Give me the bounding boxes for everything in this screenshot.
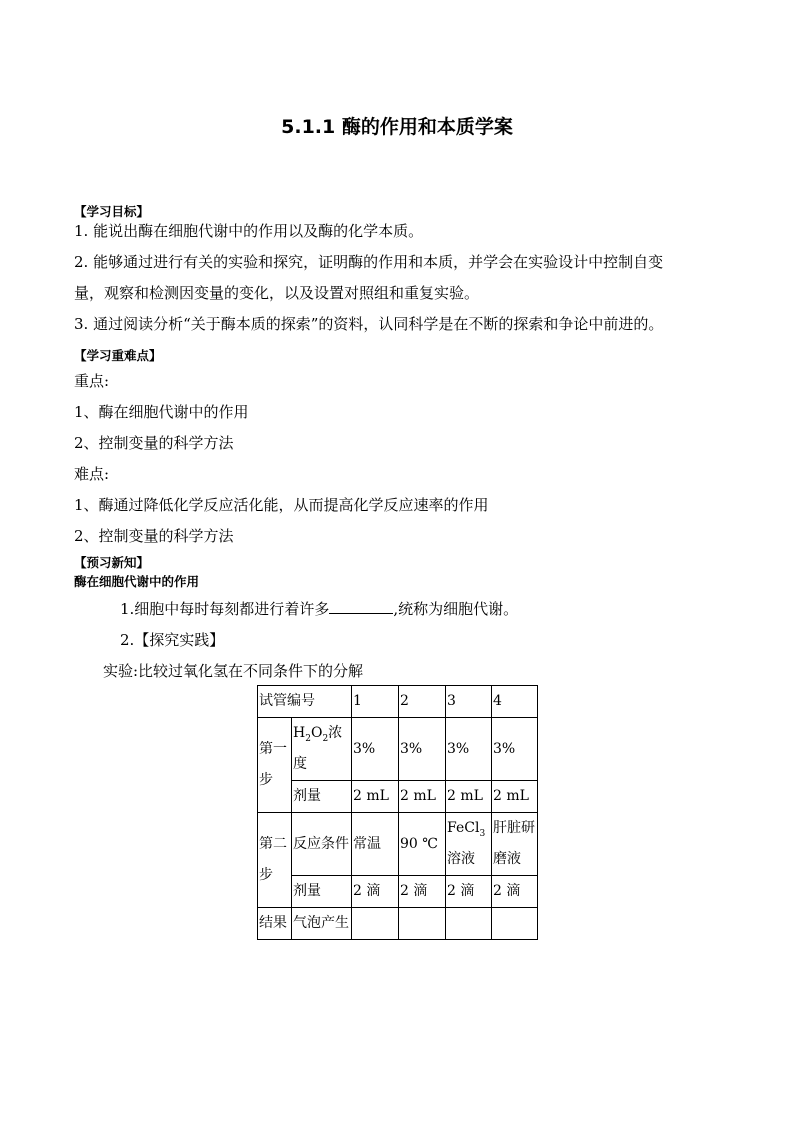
table-cell: 2 mL	[492, 781, 538, 813]
table-cell: 2 滴	[492, 876, 538, 908]
table-cell: 2 滴	[352, 876, 399, 908]
table-cell: 1	[352, 686, 399, 718]
table-cell-empty[interactable]	[352, 908, 399, 940]
table-cell: 2 滴	[399, 876, 446, 908]
table-cell: 90 ℃	[399, 813, 446, 876]
table-row	[258, 781, 538, 813]
table-cell: 3	[446, 686, 492, 718]
goal-item-1: 1. 能说出酶在细胞代谢中的作用以及酶的化学本质。	[74, 222, 424, 240]
table-cell-empty[interactable]	[399, 908, 446, 940]
table-row	[258, 908, 538, 940]
liver-cell: 肝脏研磨液	[492, 813, 538, 876]
goal-item-3: 3. 通过阅读分析“关于酶本质的探索”的资料，认同科学是在不断的探索和争论中前进的。	[74, 315, 664, 333]
preview-heading: 【预习新知】	[74, 555, 150, 570]
question-1-tail: ,统称为细胞代谢。	[393, 600, 519, 618]
table-cell: 3%	[352, 718, 399, 781]
table-row	[258, 686, 538, 718]
hard-points-label: 难点:	[74, 465, 110, 483]
table-row	[258, 876, 538, 908]
step2-cell: 第二步	[258, 813, 292, 908]
key-point-1: 1、酶在细胞代谢中的作用	[74, 403, 249, 421]
dose-label: 剂量	[292, 781, 352, 813]
table-cell: 常温	[352, 813, 399, 876]
table-cell: 3%	[399, 718, 446, 781]
page-title: 5.1.1 酶的作用和本质学案	[281, 116, 513, 138]
table-cell: 2 mL	[352, 781, 399, 813]
step1-cell: 第一步	[258, 718, 292, 813]
bubble-label: 气泡产生	[292, 908, 352, 940]
key-points-label: 重点:	[74, 372, 110, 390]
table-row	[258, 813, 538, 876]
question-1	[120, 598, 518, 619]
table-cell-header: 试管编号	[258, 686, 352, 718]
table-cell: 2 mL	[446, 781, 492, 813]
fill-blank[interactable]	[329, 599, 393, 614]
hard-point-2: 2、控制变量的科学方法	[74, 527, 234, 545]
key-point-2: 2、控制变量的科学方法	[74, 434, 234, 452]
goal-item-2-cont: 量，观察和检测因变量的变化，以及设置对照组和重复实验。	[74, 284, 480, 302]
table-cell: 2 mL	[399, 781, 446, 813]
experiment-title: 实验:比较过氧化氢在不同条件下的分解	[103, 662, 364, 680]
goals-heading: 【学习目标】	[74, 204, 150, 219]
table-cell: 3%	[492, 718, 538, 781]
dose-label: 剂量	[292, 876, 352, 908]
table-row	[258, 718, 538, 781]
question-1-text: 1.细胞中每时每刻都进行着许多	[120, 600, 330, 618]
h2o2-conc-label: $H_2O_2$浓度	[292, 718, 352, 781]
table-cell: 3%	[446, 718, 492, 781]
hard-point-1: 1、酶通过降低化学反应活化能，从而提高化学反应速率的作用	[74, 496, 489, 514]
condition-label: 反应条件	[292, 813, 352, 876]
result-cell: 结果	[258, 908, 292, 940]
table-cell-empty[interactable]	[446, 908, 492, 940]
table-cell: 2	[399, 686, 446, 718]
fecl3-cell: FeCl$_3$溶液	[446, 813, 492, 876]
table-cell: 4	[492, 686, 538, 718]
difficulty-heading: 【学习重难点】	[74, 348, 162, 363]
table-cell-empty[interactable]	[492, 908, 538, 940]
preview-subheading: 酶在细胞代谢中的作用	[74, 574, 200, 589]
question-2: 2.【探究实践】	[120, 631, 225, 649]
table-cell: 2 滴	[446, 876, 492, 908]
experiment-table	[257, 685, 538, 940]
goal-item-2: 2. 能够通过进行有关的实验和探究，证明酶的作用和本质，并学会在实验设计中控制自变	[74, 253, 664, 271]
